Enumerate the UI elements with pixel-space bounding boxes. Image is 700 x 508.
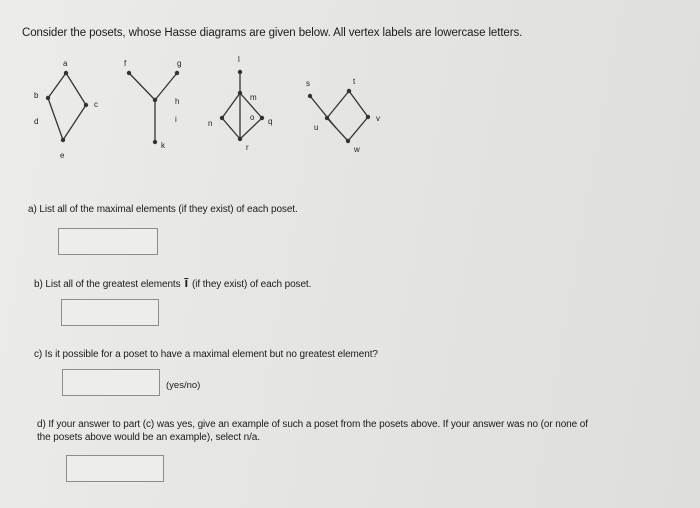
vertex-label-b: b [34,91,39,100]
answer-b-input[interactable] [61,299,159,326]
answer-a-input[interactable] [58,228,158,255]
question-b [34,275,311,290]
vertex-label-n: n [208,119,213,128]
vertex-label-r: r [246,143,249,152]
text-cursor-icon: ī [184,275,188,290]
question-d-line2: the posets above would be an example), select n/a. [37,432,260,443]
question-b-suffix: (if they exist) of each poset. [192,279,312,290]
vertex-label-m: m [250,93,257,102]
vertex-label-d: d [34,117,39,126]
vertex-label-o: o [250,113,255,122]
intro-text: Consider the posets, whose Hasse diagrams are given below. All vertex labels are lowercase letters. [22,27,523,39]
vertex-label-v: v [376,114,380,123]
vertex-label-u: u [314,123,319,132]
vertex-label-a: a [63,59,68,68]
vertex-label-e: e [60,151,65,160]
vertex-label-k: k [161,141,165,150]
vertex-label-s: s [306,79,310,88]
vertex-label-h: h [175,97,180,106]
question-d-line1: d) If your answer to part (c) was yes, give an example of such a poset from the posets above. If your answer was no (or none of [37,419,588,430]
vertex-label-i: i [175,115,177,124]
vertex-label-t: t [353,77,356,86]
vertex-label-l: l [238,55,240,64]
question-c: c) Is it possible for a poset to have a maximal element but no greatest element? [34,349,378,360]
vertex-label-f: f [124,59,127,68]
vertex-label-q: q [268,117,273,126]
vertex-label-g: g [177,59,182,68]
answer-d-input[interactable] [66,455,164,482]
question-a: a) List all of the maximal elements (if they exist) of each poset. [28,204,298,215]
yes-no-hint: (yes/no) [166,380,201,391]
vertex-label-c: c [94,100,98,109]
answer-c-input[interactable] [62,369,160,396]
vertex-label-w: w [354,145,360,154]
question-b-prefix: b) List all of the greatest elements [34,279,181,290]
